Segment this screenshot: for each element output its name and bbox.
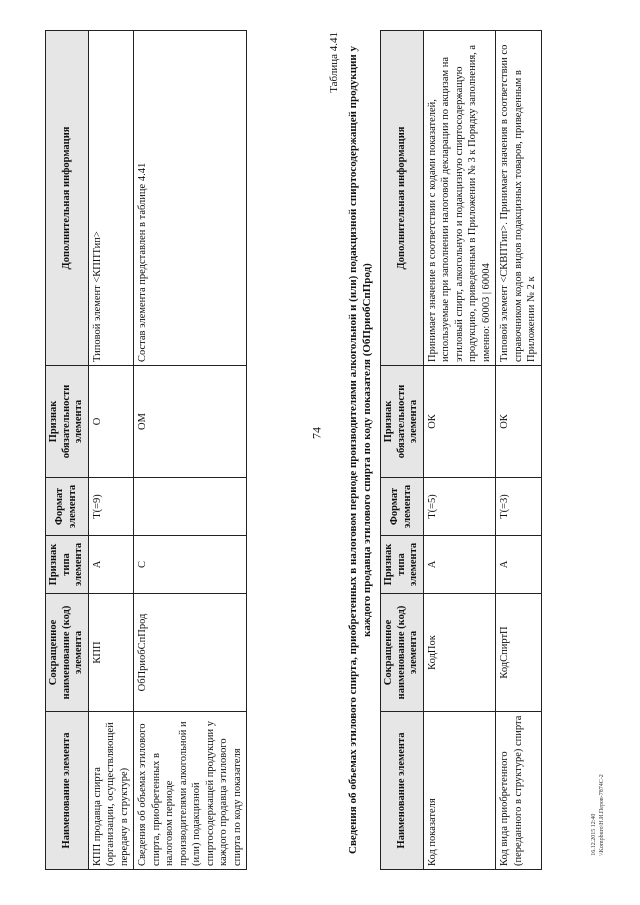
cell-info: Принимает значение в соответствии с кодами показателей, используемые при заполнении налоговой декларации по акцизам на этиловый спирт, алкогольную и подакцизную спиртосодержащую продукцию, приведенным в Приложении № 3 к Порядку заполнения, а именно: 60003 | 60004 — [423, 31, 496, 366]
table-title: Сведения об объемах этилового спирта, приобретенных в налоговом периоде производителями алкогольной и (или) подакцизной спиртосодержащей продукции у каждого продавца этилового спирта по коду показателя (ОбПриобСпПрод) — [347, 46, 373, 854]
header-format: Формат элемента — [381, 478, 424, 536]
cell-required: ОМ — [134, 366, 247, 478]
cell-type: А — [423, 536, 496, 594]
cell-name: Код показателя — [423, 712, 496, 870]
header-required: Признак обязательности элемента — [46, 366, 89, 478]
footer-path: \\Kompburo\Н.И.Перов-7874С-2 — [599, 774, 605, 856]
cell-info: Типовой элемент <КППТип> — [88, 31, 134, 366]
cell-format: T(=9) — [88, 478, 134, 536]
cell-name: Код вида приобретенного (переданного в структуре) спирта — [496, 712, 542, 870]
cell-name: КПП продавца спирта (организации, осуществляющей передачу в структуре) — [88, 712, 134, 870]
cell-code: КодСпиртП — [496, 594, 542, 712]
cell-format — [134, 478, 247, 536]
cell-required: ОК — [423, 366, 496, 478]
header-format: Формат элемента — [46, 478, 89, 536]
cell-info: Состав элемента представлен в таблице 4.41 — [134, 31, 247, 366]
cell-code: ОбПриобСпПрод — [134, 594, 247, 712]
cell-format: T(=5) — [423, 478, 496, 536]
header-name: Наименование элемента — [46, 712, 89, 870]
table-continuation-block — [45, 30, 300, 870]
header-required: Признак обязательности элемента — [381, 366, 424, 478]
cell-format: T(=3) — [496, 478, 542, 536]
header-short-name: Сокращенное наименование (код) элемента — [46, 594, 89, 712]
footer-timestamp: 16.12.2015 12:40 — [591, 813, 597, 856]
elements-table-continuation — [45, 30, 247, 870]
header-short-name: Сокращенное наименование (код) элемента — [381, 594, 424, 712]
cell-code: КПП — [88, 594, 134, 712]
cell-required: О — [88, 366, 134, 478]
header-type: Признак типа элемента — [46, 536, 89, 594]
header-name: Наименование элемента — [381, 712, 424, 870]
cell-required: ОК — [496, 366, 542, 478]
table-number: Таблица 4.41 — [328, 32, 340, 93]
header-type: Признак типа элемента — [381, 536, 424, 594]
cell-type: С — [134, 536, 247, 594]
table-row — [88, 31, 134, 870]
header-info: Дополнительная информация — [46, 31, 89, 366]
cell-name: Сведения об объемах этилового спирта, приобретенных в налоговом периоде производителями алкогольной и (или) подакцизной спиртосодержащей продукции у каждого продавца этилового спирта по коду показателя — [134, 712, 247, 870]
elements-table-4-41 — [380, 30, 542, 870]
table-header-row — [381, 31, 424, 870]
cell-type: А — [88, 536, 134, 594]
table-4-41-block — [328, 30, 628, 870]
table-row — [134, 31, 247, 870]
table-row — [496, 31, 542, 870]
header-info: Дополнительная информация — [381, 31, 424, 366]
page-number: 74 — [309, 427, 324, 439]
table-row — [423, 31, 496, 870]
cell-info: Типовой элемент <СКВПТип>. Принимает значения в соответствии со справочником кодов видов подакцизных товаров, приведенным в Приложении № 2 к — [496, 31, 542, 366]
cell-code: КодПок — [423, 594, 496, 712]
table-header-row — [46, 31, 89, 870]
cell-type: А — [496, 536, 542, 594]
